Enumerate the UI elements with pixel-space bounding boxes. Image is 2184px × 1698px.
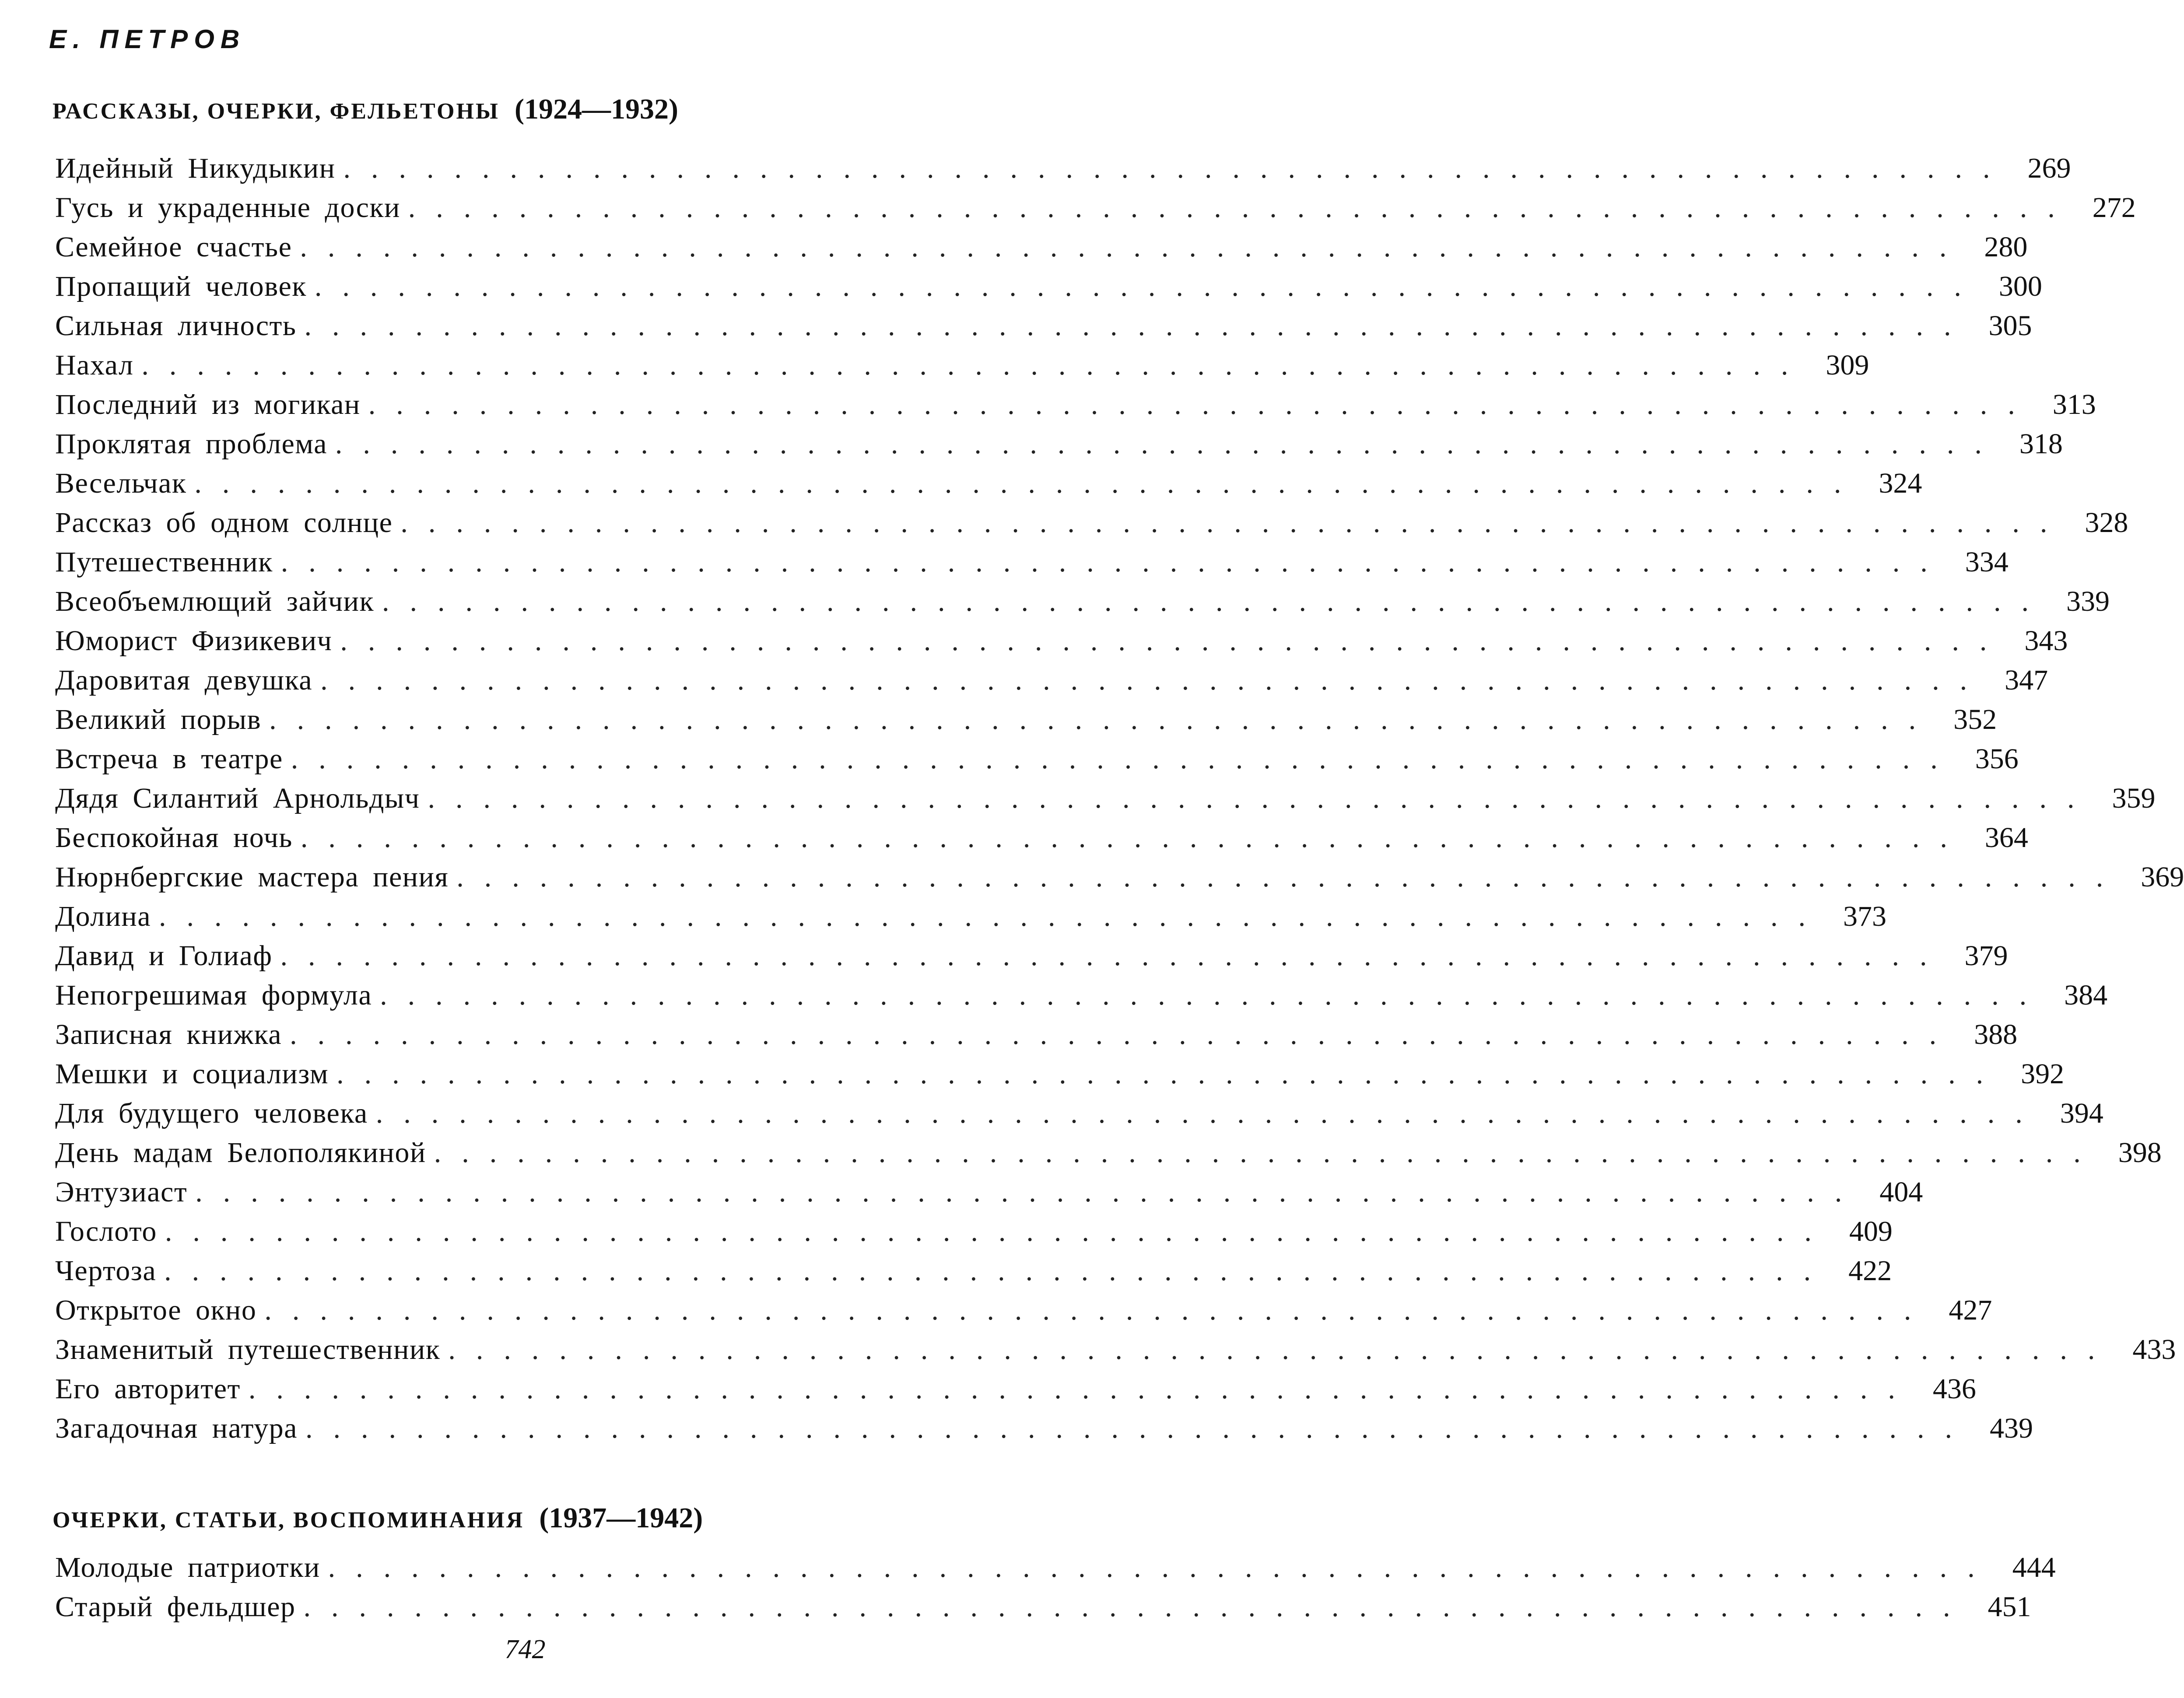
entry-page-number: 313 [2052,389,2096,420]
section-heading [53,88,678,137]
dot-leader: ............................................................ [164,1255,1832,1287]
entry-title: Последний из могикан [55,389,361,420]
entry-title: Пропащий человек [55,270,307,302]
entry-title: Долина [55,900,151,932]
contents-entry [55,1251,1892,1291]
entry-title: Энтузиаст [55,1176,188,1208]
entry-title: Рассказ об одном солнце [55,507,393,539]
dot-leader: ............................................................ [195,1176,1863,1208]
entry-page-number: 422 [1848,1255,1892,1287]
entry-page-number: 269 [2027,152,2071,184]
entry-title: Беспокойная ночь [55,822,293,854]
contents-entry [55,346,1869,385]
entry-page-number: 339 [2066,585,2110,617]
running-head-author: Е. ПЕТРОВ [49,25,246,54]
entry-title: Его авторитет [55,1373,241,1405]
dot-leader: ............................................................ [291,743,1958,775]
dot-leader: ............................................................ [300,822,1968,854]
entry-page-number: 318 [2019,428,2063,460]
entry-page-number: 272 [2092,192,2136,224]
entry-page-number: 427 [1949,1294,1992,1326]
entry-title: Гослото [55,1215,157,1247]
section-heading [53,1496,703,1546]
dot-leader: ............................................................ [335,428,2002,460]
dot-leader: ............................................................ [428,782,2095,814]
contents-entry [55,1369,1976,1409]
dot-leader: ............................................................ [314,270,1982,302]
contents-entry [55,306,2032,346]
dot-leader: ............................................................ [269,704,1937,735]
dot-leader: ............................................................ [264,1294,1932,1326]
contents-entry [55,1015,2018,1054]
entry-page-number: 359 [2112,782,2156,814]
entry-title: Мешки и социализм [55,1058,329,1090]
contents-entry [55,1330,2176,1369]
dot-leader: ............................................................ [165,1215,1832,1247]
entry-title: Нахал [55,349,134,381]
entry-title: Весельчак [55,467,187,499]
entry-page-number: 394 [2060,1097,2103,1129]
contents-entry [55,700,1997,739]
contents-entry [55,1054,2065,1094]
entry-page-number: 364 [1984,822,2028,854]
contents-entry [55,1409,2033,1448]
entry-page-number: 444 [2012,1551,2056,1583]
dot-leader: ............................................................ [194,467,1862,499]
dot-leader: ............................................................ [304,310,1972,342]
entry-title: Юморист Физикевич [55,625,333,657]
entry-page-number: 352 [1953,704,1997,735]
contents-entry [55,621,2068,661]
entry-title: Семейное счастье [55,231,292,263]
entry-title: День мадам Белополякиной [55,1137,426,1169]
entry-title: Гусь и украденные доски [55,192,400,224]
dot-leader: ............................................................ [300,231,1967,263]
entry-page-number: 280 [1984,231,2028,263]
contents-entry [55,1548,2056,1587]
entry-title: Для будущего человека [55,1097,368,1129]
contents-entry [55,936,2008,976]
entry-page-number: 305 [1988,310,2032,342]
contents-entry [55,1587,2031,1627]
dot-leader: ............................................................ [456,861,2124,893]
entry-page-number: 369 [2141,861,2184,893]
contents-entry [55,188,2136,228]
entry-title: Чертоза [55,1255,157,1287]
dot-leader: ............................................................ [400,507,2068,539]
entry-page-number: 384 [2064,979,2108,1011]
entry-title: Всеобъемлющий зайчик [55,585,375,617]
contents-entry [55,1212,1893,1251]
dot-leader: ............................................................ [280,940,1948,972]
contents-entry [55,858,2184,897]
entry-title: Сильная личность [55,310,297,342]
page-number: 742 [505,1635,546,1664]
entry-page-number: 324 [1879,467,1922,499]
section-years: (1924—1932) [515,93,678,125]
entry-title: Великий порыв [55,704,262,735]
contents-list [55,149,2184,1448]
dot-leader: ............................................................ [280,546,1948,578]
dot-leader: ............................................................ [408,192,2075,224]
entry-title: Старый фельдшер [55,1591,296,1623]
contents-entry [55,1133,2162,1173]
contents-entry [55,1173,1923,1212]
dot-leader: ............................................................ [375,1097,2043,1129]
entry-page-number: 328 [2085,507,2128,539]
contents-entry [55,661,2048,700]
entry-page-number: 436 [1932,1373,1976,1405]
entry-title: Дядя Силантий Арнольдыч [55,782,420,814]
contents-entry [55,503,2128,543]
dot-leader: ............................................................ [141,349,1809,381]
section-title: ОЧЕРКИ, СТАТЬИ, ВОСПОМИНАНИЯ [53,1508,525,1533]
contents-entry [55,385,2096,424]
contents-entry [55,897,1887,936]
entry-title: Записная книжка [55,1019,282,1050]
contents-entry [55,464,1922,503]
entry-title: Встреча в театре [55,743,283,775]
entry-page-number: 379 [1964,940,2008,972]
entry-page-number: 388 [1974,1019,2018,1050]
dot-leader: ............................................................ [248,1373,1916,1405]
contents-entry [55,779,2156,818]
dot-leader: ............................................................ [305,1412,1973,1444]
entry-page-number: 373 [1843,900,1887,932]
section-title: РАССКАЗЫ, ОЧЕРКИ, ФЕЛЬЕТОНЫ [53,99,500,124]
entry-title: Нюрнбергские мастера пения [55,861,449,893]
contents-entry [55,543,2009,582]
entry-page-number: 439 [1989,1412,2033,1444]
contents-entry [55,1094,2103,1133]
entry-title: Идейный Никудыкин [55,152,336,184]
entry-page-number: 334 [1965,546,2009,578]
entry-title: Проклятая проблема [55,428,327,460]
contents-entry [55,1291,1992,1330]
entry-page-number: 398 [2118,1137,2162,1169]
dot-leader: ............................................................ [340,625,2008,657]
dot-leader: ............................................................ [382,585,2050,617]
dot-leader: ............................................................ [337,1058,2004,1090]
entry-page-number: 409 [1849,1215,1893,1247]
section-years: (1937—1942) [539,1502,703,1534]
contents-entry [55,818,2028,858]
entry-page-number: 451 [1988,1591,2031,1623]
entry-title: Загадочная натура [55,1412,298,1444]
dot-leader: ............................................................ [380,979,2047,1011]
entry-title: Знаменитый путешественник [55,1334,441,1365]
contents-entry [55,582,2110,621]
dot-leader: ............................................................ [303,1591,1971,1623]
contents-list [55,1548,2056,1627]
dot-leader: ............................................................ [328,1551,1995,1583]
entry-title: Молодые патриотки [55,1551,320,1583]
contents-entry [55,739,2019,779]
contents-entry [55,228,2028,267]
entry-page-number: 433 [2132,1334,2176,1365]
entry-page-number: 343 [2024,625,2068,657]
dot-leader: ............................................................ [290,1019,1957,1050]
dot-leader: ............................................................ [343,152,2011,184]
contents-entry [55,424,2063,464]
entry-page-number: 404 [1879,1176,1923,1208]
dot-leader: ............................................................ [159,900,1826,932]
entry-page-number: 300 [1998,270,2042,302]
entry-title: Открытое окно [55,1294,257,1326]
entry-page-number: 392 [2021,1058,2065,1090]
entry-title: Давид и Голиаф [55,940,273,972]
entry-title: Путешественник [55,546,273,578]
contents-entry [55,149,2071,188]
dot-leader: ............................................................ [368,389,2036,420]
entry-page-number: 356 [1975,743,2019,775]
entry-title: Даровитая девушка [55,664,313,696]
entry-title: Непогрешимая формула [55,979,372,1011]
entry-page-number: 309 [1826,349,1869,381]
dot-leader: ............................................................ [320,664,1988,696]
dot-leader: ............................................................ [434,1137,2101,1169]
contents-entry [55,976,2108,1015]
entry-page-number: 347 [2005,664,2048,696]
contents-entry [55,267,2042,306]
dot-leader: ............................................................ [448,1334,2116,1365]
